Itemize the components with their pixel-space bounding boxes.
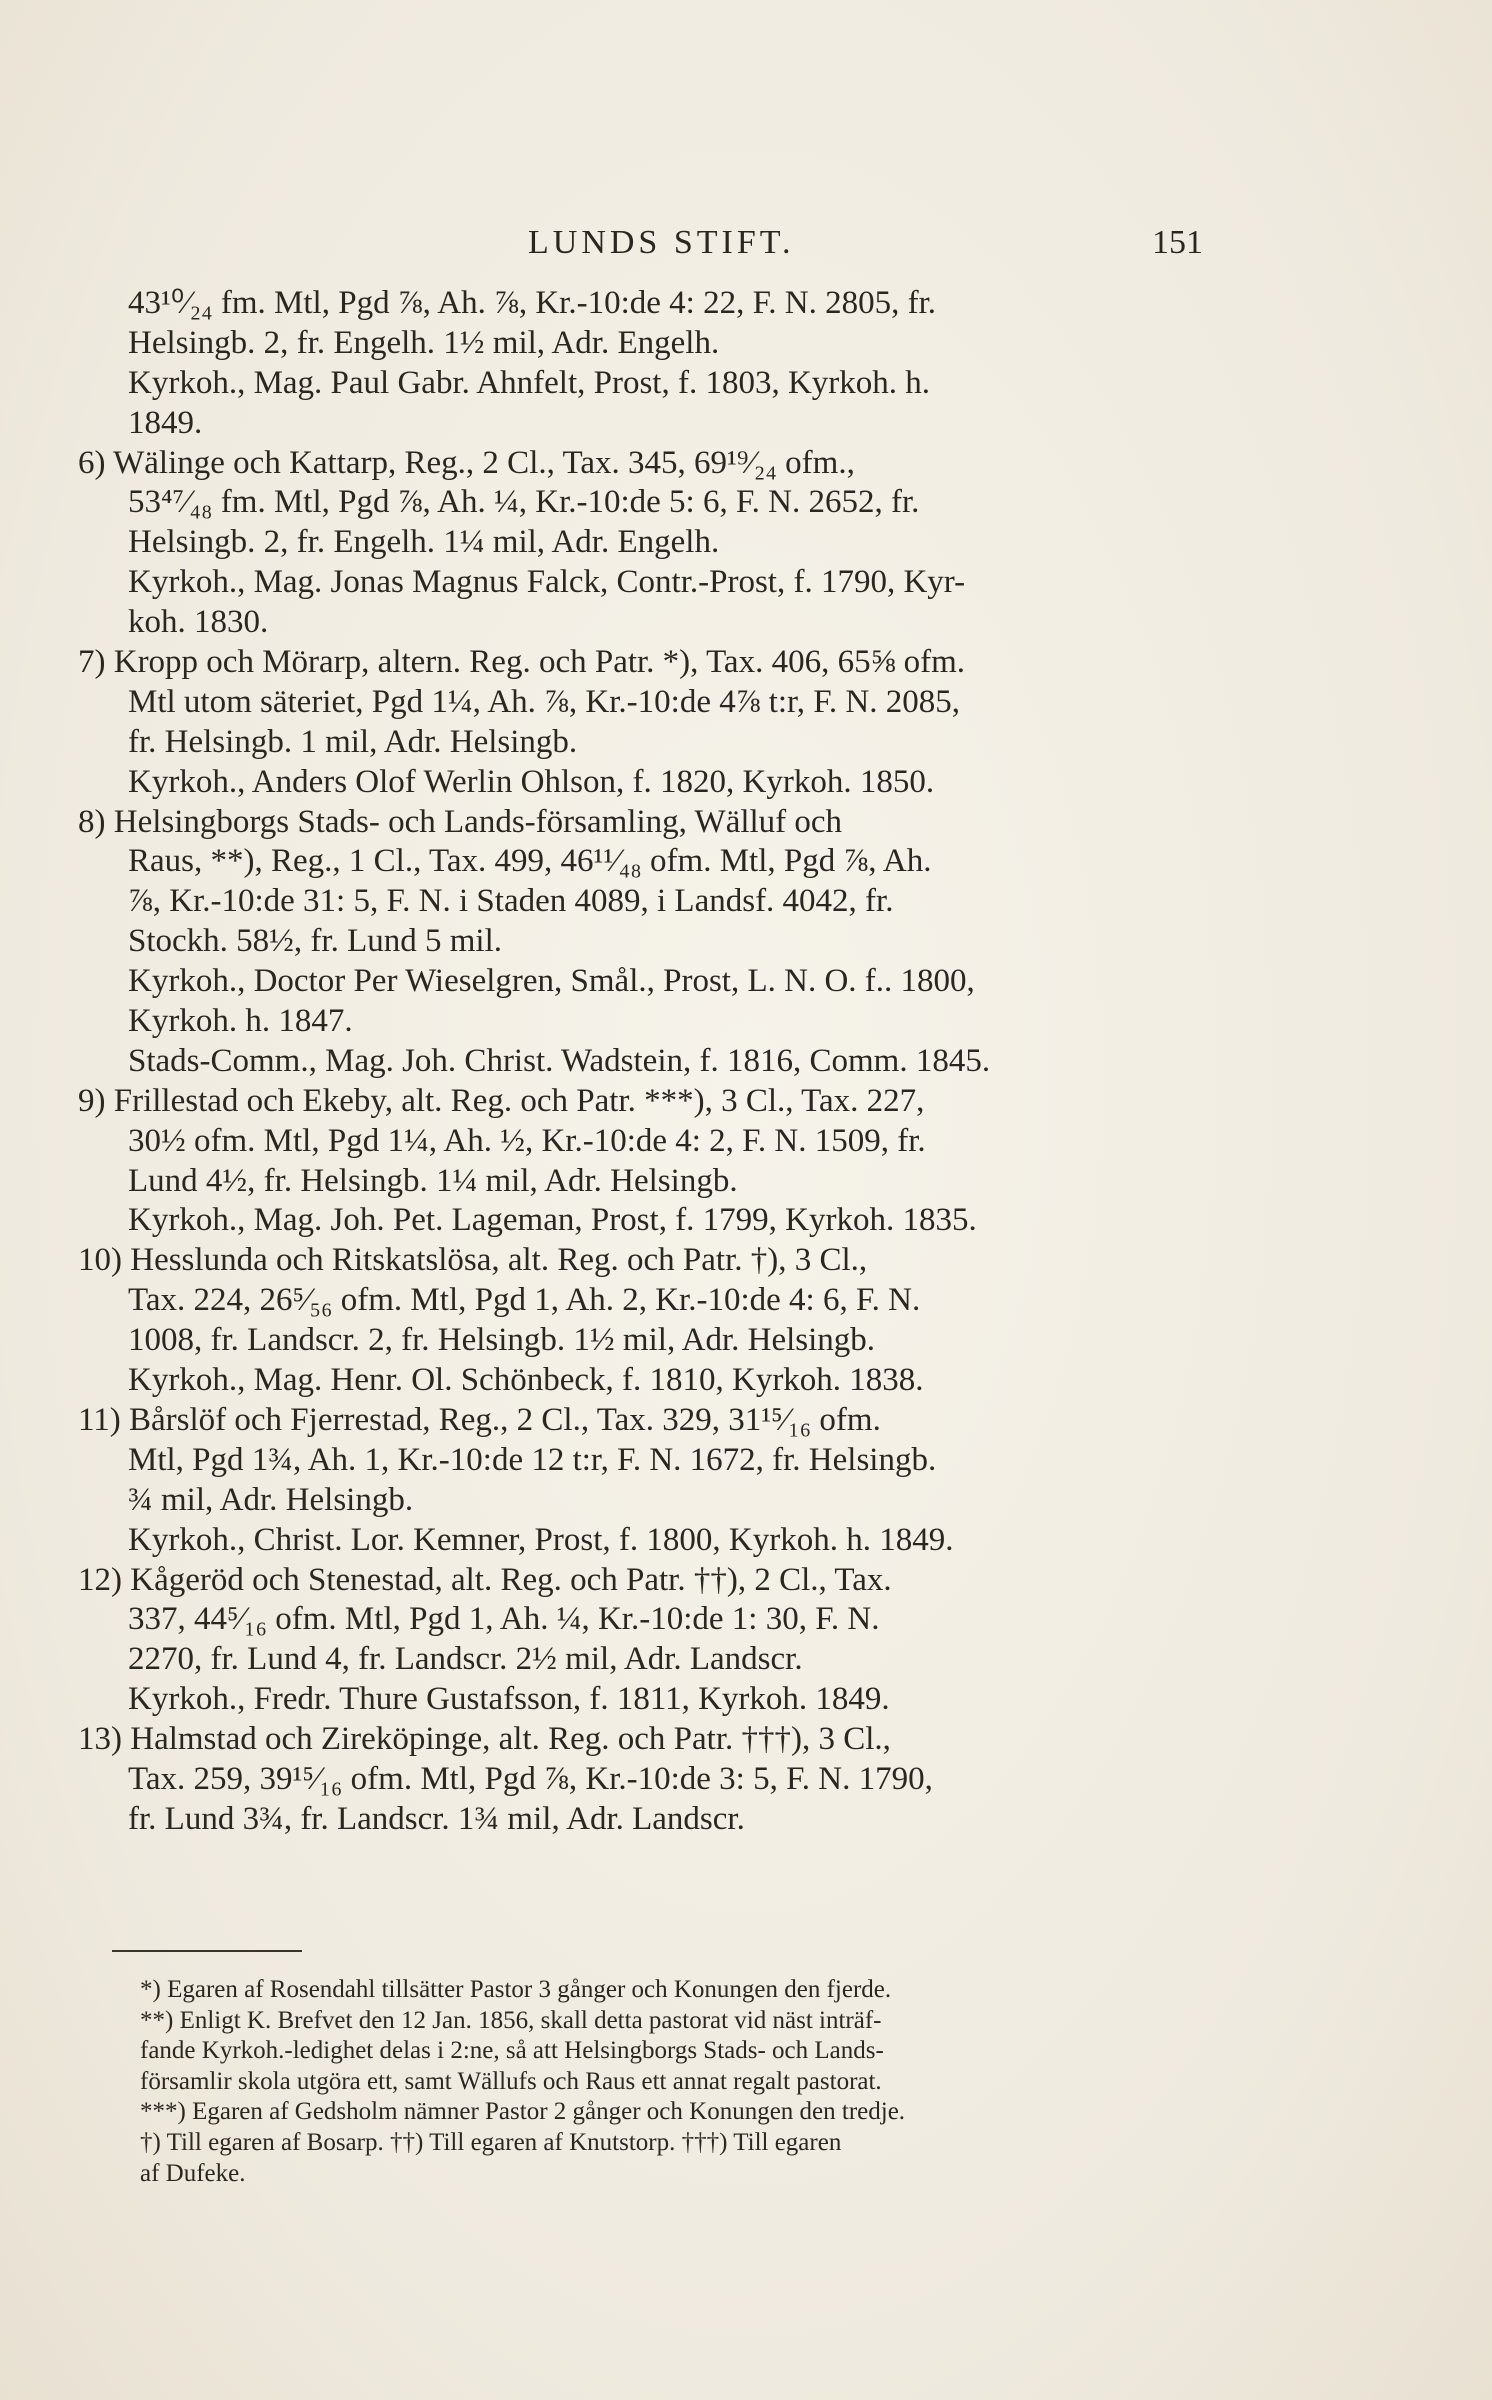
running-head: [0, 224, 1492, 264]
text-line: Kyrkoh., Mag. Paul Gabr. Ahnfelt, Prost, f. 1803, Kyrkoh. h.: [128, 364, 931, 401]
text-line: 53⁴⁷⁄₄₈ fm. Mtl, Pgd ⅞, Ah. ¼, Kr.-10:de 5: 6, F. N. 2652, fr.: [128, 484, 920, 521]
text-line: 6) Wälinge och Kattarp, Reg., 2 Cl., Tax. 345, 69¹⁹⁄₂₄ ofm.,: [78, 444, 855, 481]
footnotes: [140, 1975, 1260, 2189]
text-line: Stads-Comm., Mag. Joh. Christ. Wadstein, f. 1816, Comm. 1845.: [128, 1042, 991, 1079]
text-line: Kyrkoh., Fredr. Thure Gustafsson, f. 1811, Kyrkoh. 1849.: [128, 1681, 890, 1718]
text-line: Mtl utom säteriet, Pgd 1¼, Ah. ⅞, Kr.-10:de 4⅞ t:r, F. N. 2085,: [128, 683, 961, 720]
text-line: 30½ ofm. Mtl, Pgd 1¼, Ah. ½, Kr.-10:de 4: 2, F. N. 1509, fr.: [128, 1122, 926, 1159]
text-line: Tax. 259, 39¹⁵⁄₁₆ ofm. Mtl, Pgd ⅞, Kr.-10:de 3: 5, F. N. 1790,: [128, 1760, 933, 1797]
footnote-line: fande Kyrkoh.-ledighet delas i 2:ne, så att Helsingborgs Stads- och Lands-: [140, 2037, 884, 2065]
running-title: LUNDS STIFT.: [528, 224, 795, 261]
footnote-line: församlir skola utgöra ett, samt Wällufs och Raus ett annat regalt pastorat.: [140, 2067, 882, 2095]
text-line: Raus, **), Reg., 1 Cl., Tax. 499, 46¹¹⁄₄₈ ofm. Mtl, Pgd ⅞, Ah.: [128, 843, 932, 880]
text-line: Kyrkoh., Mag. Jonas Magnus Falck, Contr.-Prost, f. 1790, Kyr-: [128, 564, 966, 601]
footnote-line: *) Egaren af Rosendahl tillsätter Pastor 3 gånger och Konungen den fjerde.: [140, 1976, 892, 2003]
text-line: 10) Hesslunda och Ritskatslösa, alt. Reg. och Patr. †), 3 Cl.,: [78, 1242, 868, 1279]
text-line: Lund 4½, fr. Helsingb. 1¼ mil, Adr. Helsingb.: [128, 1162, 738, 1199]
text-line: 11) Bårslöf och Fjerrestad, Reg., 2 Cl., Tax. 329, 31¹⁵⁄₁₆ ofm.: [78, 1401, 881, 1438]
text-line: Stockh. 58½, fr. Lund 5 mil.: [128, 923, 502, 960]
text-line: Helsingb. 2, fr. Engelh. 1¼ mil, Adr. Engelh.: [128, 524, 720, 561]
text-line: 1008, fr. Landscr. 2, fr. Helsingb. 1½ mil, Adr. Helsingb.: [128, 1322, 876, 1359]
text-line: Tax. 224, 26⁵⁄₅₆ ofm. Mtl, Pgd 1, Ah. 2, Kr.-10:de 4: 6, F. N.: [128, 1282, 921, 1319]
text-line: 13) Halmstad och Zireköpinge, alt. Reg. och Patr. †††), 3 Cl.,: [78, 1721, 891, 1758]
footnote-line: ***) Egaren af Gedsholm nämner Pastor 2 gånger och Konungen den tredje.: [140, 2098, 906, 2126]
text-line: ⅞, Kr.-10:de 31: 5, F. N. i Staden 4089, i Landsf. 4042, fr.: [128, 883, 894, 920]
text-line: Mtl, Pgd 1¾, Ah. 1, Kr.-10:de 12 t:r, F. N. 1672, fr. Helsingb.: [128, 1441, 937, 1478]
footnote-line: †) Till egaren af Bosarp. ††) Till egaren af Knutstorp. †††) Till egaren: [140, 2128, 842, 2156]
text-line: Kyrkoh., Anders Olof Werlin Ohlson, f. 1820, Kyrkoh. 1850.: [128, 763, 935, 800]
text-line: 12) Kågeröd och Stenestad, alt. Reg. och Patr. ††), 2 Cl., Tax.: [78, 1561, 892, 1598]
main-text: [78, 284, 1258, 1840]
text-line: fr. Helsingb. 1 mil, Adr. Helsingb.: [128, 723, 578, 760]
text-line: Kyrkoh., Mag. Henr. Ol. Schönbeck, f. 1810, Kyrkoh. 1838.: [128, 1362, 924, 1399]
text-line: 8) Helsingborgs Stads- och Lands-församling, Wälluf och: [78, 803, 843, 840]
text-line: Kyrkoh., Doctor Per Wieselgren, Smål., Prost, L. N. O. f.. 1800,: [128, 963, 975, 1000]
text-line: 7) Kropp och Mörarp, altern. Reg. och Patr. *), Tax. 406, 65⅝ ofm.: [78, 644, 965, 681]
text-line: 1849.: [128, 404, 203, 441]
text-line: Kyrkoh. h. 1847.: [128, 1003, 353, 1040]
text-line: koh. 1830.: [128, 604, 269, 641]
footnote-line: af Dufeke.: [140, 2159, 246, 2187]
text-line: fr. Lund 3¾, fr. Landscr. 1¾ mil, Adr. Landscr.: [128, 1800, 745, 1837]
page-number: 151: [1152, 224, 1203, 261]
footnote-rule: [112, 1950, 302, 1952]
text-line: 43¹⁰⁄₂₄ fm. Mtl, Pgd ⅞, Ah. ⅞, Kr.-10:de 4: 22, F. N. 2805, fr.: [128, 285, 937, 321]
text-line: 9) Frillestad och Ekeby, alt. Reg. och Patr. ***), 3 Cl., Tax. 227,: [78, 1082, 925, 1119]
text-line: ¾ mil, Adr. Helsingb.: [128, 1481, 414, 1518]
footnote-line: **) Enligt K. Brefvet den 12 Jan. 1856, skall detta pastorat vid näst inträf-: [140, 2006, 882, 2034]
text-line: 2270, fr. Lund 4, fr. Landscr. 2½ mil, Adr. Landscr.: [128, 1641, 803, 1678]
text-line: Kyrkoh., Mag. Joh. Pet. Lageman, Prost, f. 1799, Kyrkoh. 1835.: [128, 1202, 977, 1239]
text-line: 337, 44⁵⁄₁₆ ofm. Mtl, Pgd 1, Ah. ¼, Kr.-10:de 1: 30, F. N.: [128, 1601, 880, 1638]
text-line: Helsingb. 2, fr. Engelh. 1½ mil, Adr. Engelh.: [128, 324, 720, 361]
text-line: Kyrkoh., Christ. Lor. Kemner, Prost, f. 1800, Kyrkoh. h. 1849.: [128, 1521, 954, 1558]
